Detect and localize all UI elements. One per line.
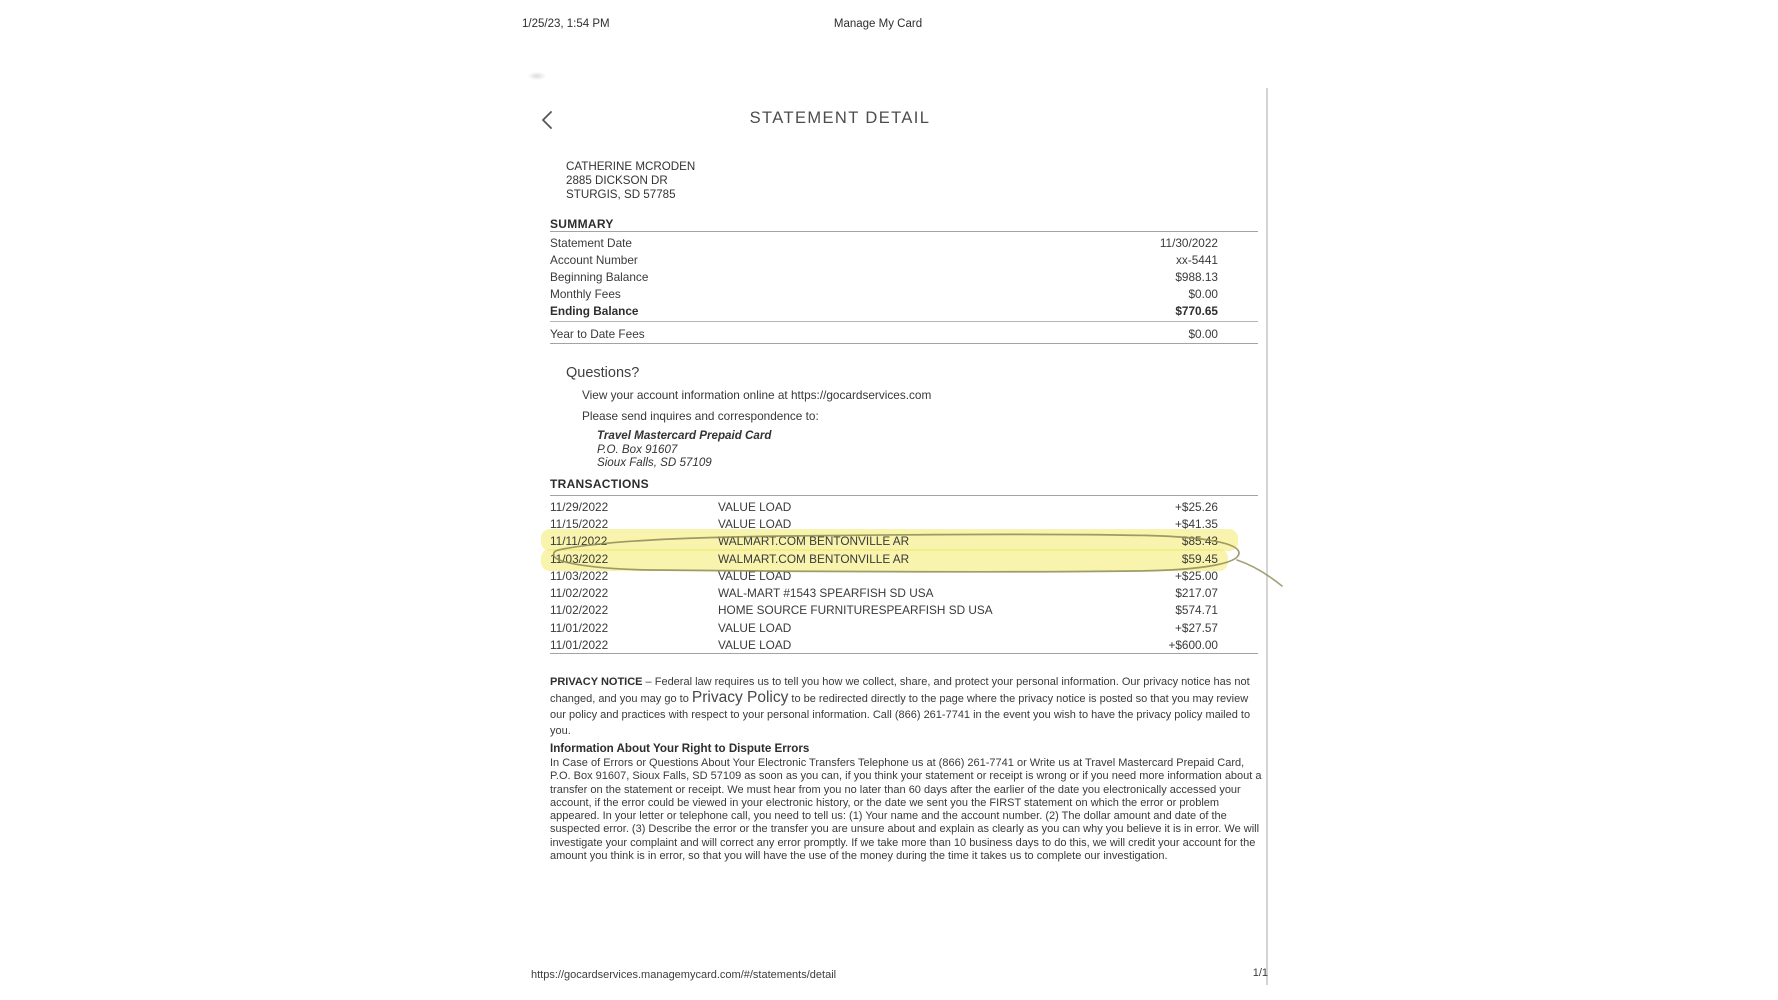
mailing-address-block <box>597 429 771 470</box>
divider <box>550 495 1258 496</box>
page-edge-line <box>1266 88 1268 985</box>
transaction-description: WAL-MART #1543 SPEARFISH SD USA <box>718 586 934 601</box>
divider <box>550 321 1258 322</box>
summary-row <box>550 303 1258 320</box>
dispute-errors-heading: Information About Your Right to Dispute Errors <box>550 742 810 755</box>
card-program-name: Travel Mastercard Prepaid Card <box>597 429 772 442</box>
summary-label: Monthly Fees <box>550 287 621 302</box>
print-footer-url: https://gocardservices.managemycard.com/#/statements/detail <box>531 969 837 981</box>
transaction-date: 11/03/2022 <box>550 551 609 566</box>
table-row <box>550 498 1258 515</box>
questions-mail-line: Please send inquires and correspondence to: <box>582 409 819 423</box>
summary-rows <box>550 234 1258 320</box>
table-row <box>550 515 1258 532</box>
table-row <box>550 602 1258 619</box>
summary-row <box>550 251 1258 268</box>
transaction-amount: +$41.35 <box>1175 516 1218 531</box>
recipient-name: CATHERINE MCRODEN <box>566 160 696 173</box>
summary-heading: SUMMARY <box>550 217 614 231</box>
recipient-address <box>566 160 695 202</box>
privacy-text-after: to be redirected directly to the page where the privacy notice is posted so that you may review our policy and practices with respect to your personal information. Call (866) 261-7741 in the event you wish to have the privacy policy mailed to you. <box>550 693 1251 737</box>
table-row <box>550 567 1258 584</box>
print-datetime: 1/25/23, 1:54 PM <box>522 18 610 30</box>
summary-value: $770.65 <box>1175 304 1218 319</box>
transaction-date: 11/11/2022 <box>550 534 608 549</box>
transaction-date: 11/29/2022 <box>550 499 609 514</box>
summary-ytd-row-wrap <box>550 325 1258 342</box>
transactions-heading: TRANSACTIONS <box>550 477 649 491</box>
table-row <box>550 619 1258 636</box>
divider <box>550 343 1258 344</box>
transaction-date: 11/01/2022 <box>550 638 609 653</box>
summary-value: $0.00 <box>1188 326 1218 341</box>
transaction-description: WALMART.COM BENTONVILLE AR <box>718 534 910 549</box>
privacy-notice <box>550 674 1260 739</box>
city-line: Sioux Falls, SD 57109 <box>597 456 712 469</box>
table-row <box>550 636 1258 653</box>
page-title: STATEMENT DETAIL <box>749 109 931 127</box>
scan-artifact <box>528 72 546 80</box>
summary-row <box>550 286 1258 303</box>
summary-row <box>550 268 1258 285</box>
privacy-policy-link[interactable]: Privacy Policy <box>691 689 789 706</box>
transaction-amount: $574.71 <box>1175 603 1218 618</box>
divider <box>550 653 1258 654</box>
transaction-amount: $85.43 <box>1181 534 1218 549</box>
dispute-errors-body: In Case of Errors or Questions About Your Electronic Transfers Telephone us at (866) 261-7741 or Write us at Travel Mastercard Prepaid Card, P.O. Box 91607, Sioux Falls, SD 57109 as soon as you can, if you think your statement or receipt is wrong or if you need more information about a transfer on the statement or receipt. We must hear from you no later than 60 days after the earlier of the date you electronically accessed your account, if the error could be viewed in your electronic history, or the date we sent you the FIRST statement on which the error or problem appeared. In your letter or telephone call, you need to tell us: (1) Your name and the account number. (2) The dollar amount and date of the suspected error. (3) Describe the error or the transfer you are unsure about and explain as clearly as you can why you believe it is in error. We will investigate your complaint and will correct any error promptly. If we take more than 10 business days to do this, we will credit your account for the amount you think is in error, so that you will have the use of the money during the time it takes us to complete our investigation. <box>550 757 1262 863</box>
transaction-amount: $59.45 <box>1181 551 1218 566</box>
summary-label: Beginning Balance <box>550 269 649 284</box>
transaction-date: 11/01/2022 <box>550 620 609 635</box>
questions-heading: Questions? <box>566 365 640 381</box>
table-row <box>550 533 1258 550</box>
transaction-date: 11/02/2022 <box>550 603 609 618</box>
table-row <box>550 584 1258 601</box>
recipient-city: STURGIS, SD 57785 <box>566 188 676 201</box>
transaction-description: HOME SOURCE FURNITURESPEARFISH SD USA <box>718 603 993 618</box>
po-box-line: P.O. Box 91607 <box>597 442 678 456</box>
divider <box>550 231 1258 232</box>
privacy-notice-label: PRIVACY NOTICE <box>550 676 643 688</box>
transaction-date: 11/02/2022 <box>550 586 609 601</box>
privacy-text-before: – Federal law requires us to tell you how we collect, share, and protect your personal information. Our privacy notice has not changed, and you may go to <box>550 676 1250 705</box>
transaction-description: VALUE LOAD <box>718 620 792 635</box>
table-row <box>550 550 1258 567</box>
back-button[interactable] <box>540 110 562 134</box>
summary-label: Account Number <box>550 252 638 267</box>
recipient-street: 2885 DICKSON DR <box>566 174 668 187</box>
transaction-description: VALUE LOAD <box>718 638 792 653</box>
summary-label: Year to Date Fees <box>550 326 645 341</box>
print-doc-title: Manage My Card <box>833 18 923 30</box>
transaction-amount: +$27.57 <box>1175 620 1218 635</box>
transaction-description: VALUE LOAD <box>718 516 792 531</box>
chevron-left-icon <box>540 117 554 134</box>
questions-online-line: View your account information online at https://gocardservices.com <box>582 388 932 402</box>
summary-value: xx-5441 <box>1176 252 1218 267</box>
print-page-number: 1/1 <box>1252 967 1268 979</box>
transaction-amount: +$25.00 <box>1175 568 1218 583</box>
summary-value: $0.00 <box>1188 287 1218 302</box>
transaction-description: WALMART.COM BENTONVILLE AR <box>718 551 910 566</box>
transaction-amount: +$25.26 <box>1175 499 1218 514</box>
summary-label: Statement Date <box>550 235 632 250</box>
transaction-date: 11/15/2022 <box>550 516 609 531</box>
transaction-date: 11/03/2022 <box>550 568 609 583</box>
transactions-rows <box>550 498 1258 654</box>
transaction-description: VALUE LOAD <box>718 499 792 514</box>
summary-value: $988.13 <box>1175 269 1218 284</box>
summary-row <box>550 325 1258 342</box>
transaction-amount: +$600.00 <box>1168 638 1218 653</box>
transaction-description: VALUE LOAD <box>718 568 792 583</box>
summary-row <box>550 234 1258 251</box>
summary-value: 11/30/2022 <box>1159 235 1218 250</box>
transaction-amount: $217.07 <box>1175 586 1218 601</box>
summary-label: Ending Balance <box>550 304 639 319</box>
